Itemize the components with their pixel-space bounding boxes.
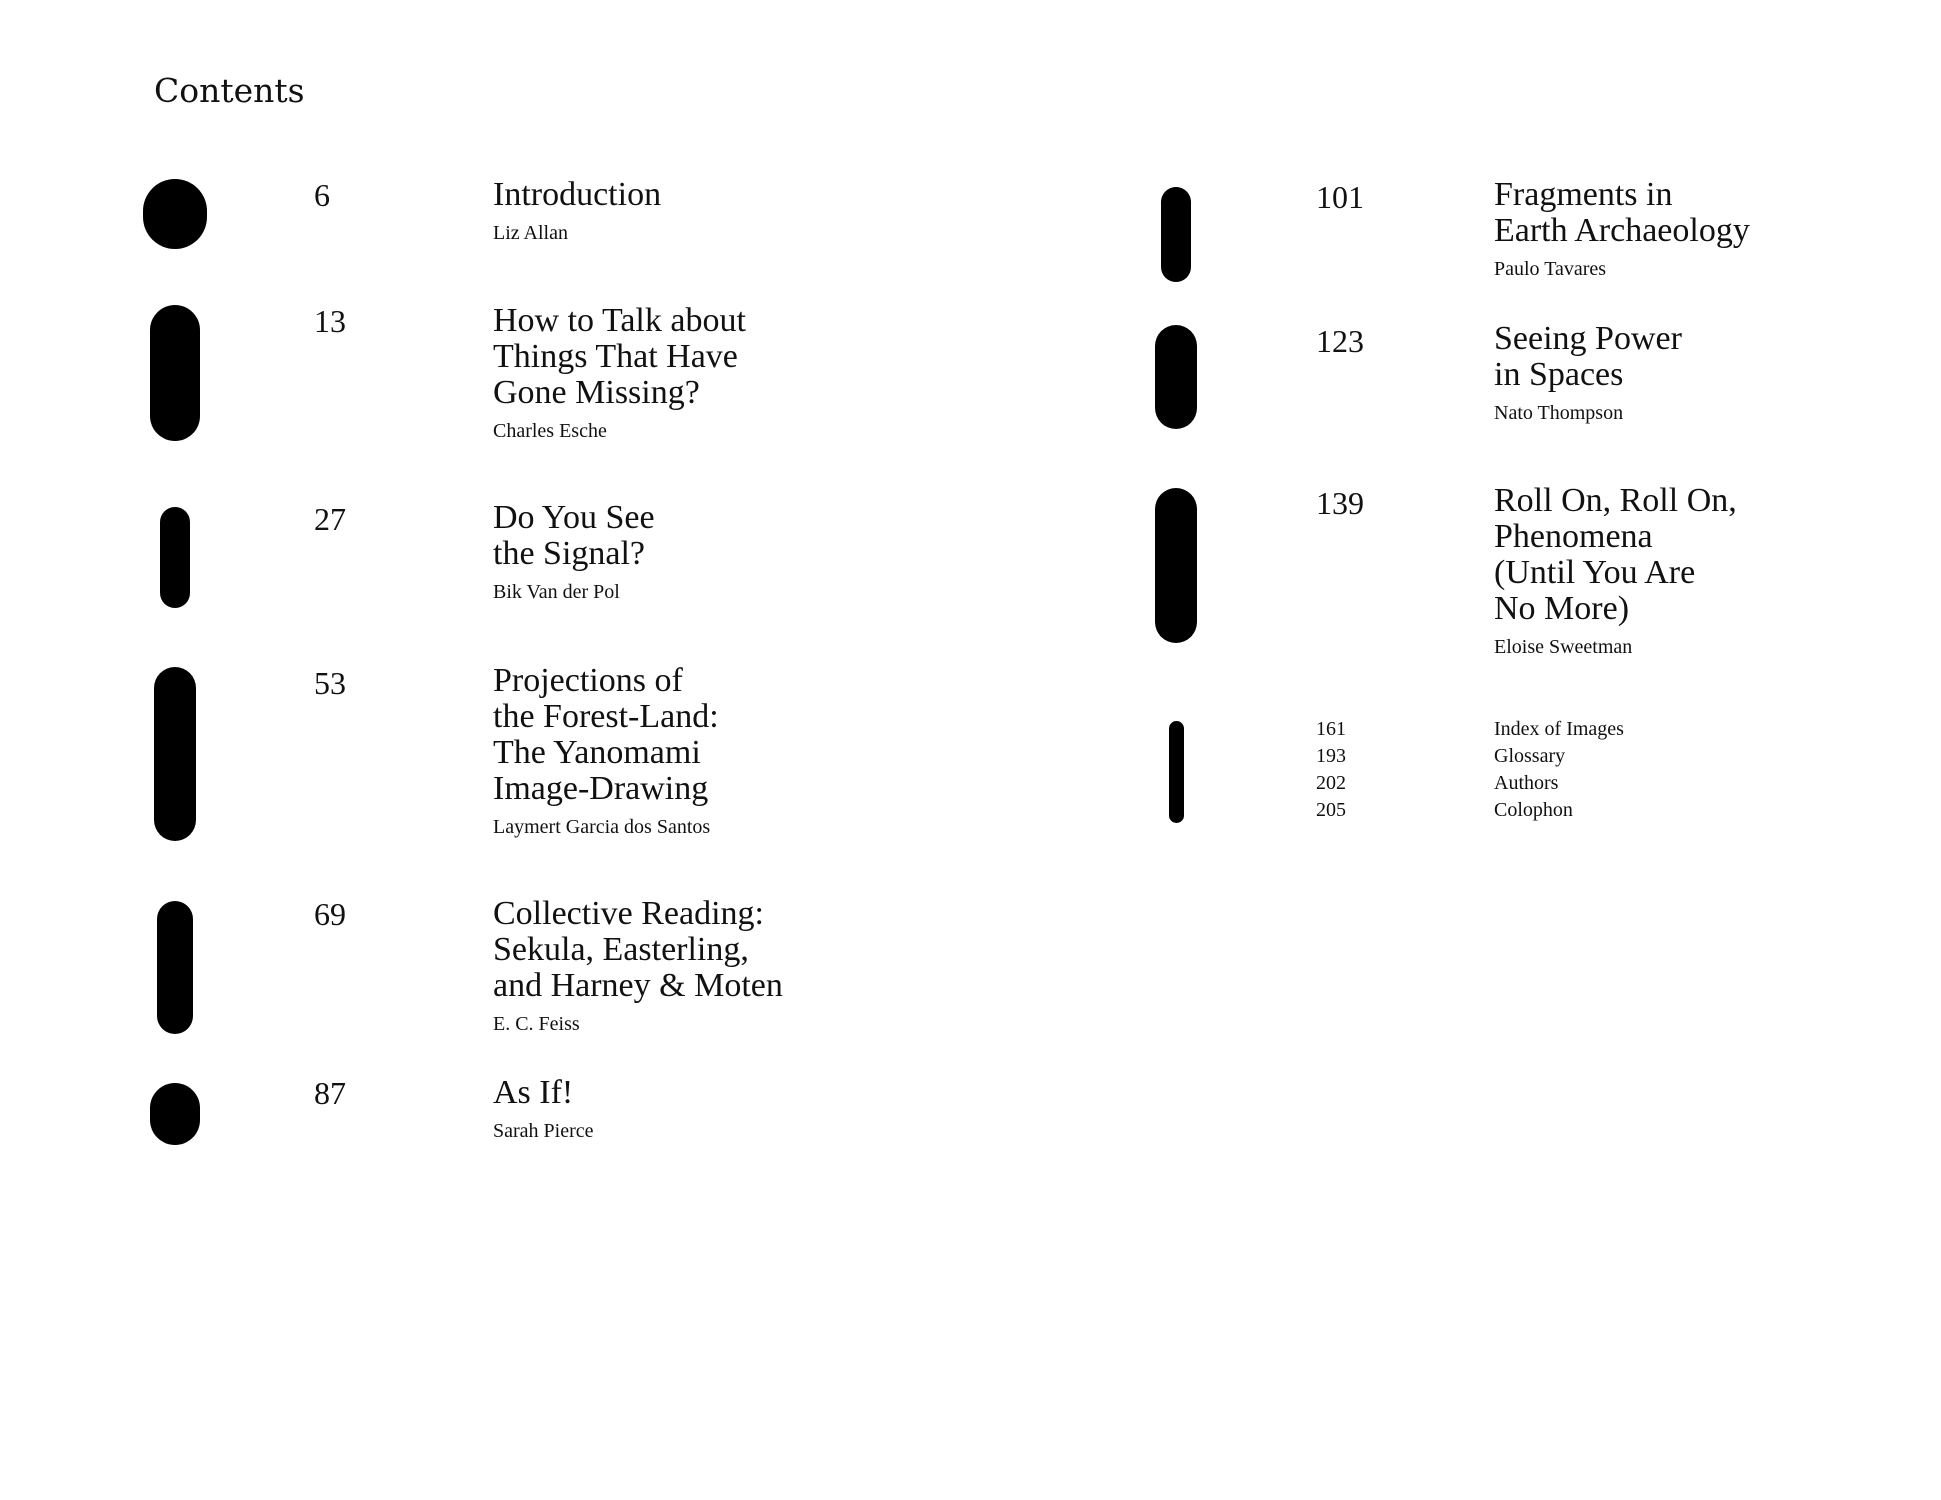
entry-author: Liz Allan xyxy=(493,222,568,244)
entry-title[interactable] xyxy=(493,500,655,604)
entry-title-text[interactable]: Do You See the Signal? xyxy=(493,499,655,572)
pill-marker-icon xyxy=(160,507,190,608)
thin-marker-icon xyxy=(1169,721,1184,823)
entry-title[interactable] xyxy=(493,896,783,1036)
entry-title[interactable] xyxy=(493,177,661,245)
entry-title-text[interactable]: Fragments in Earth Archaeology xyxy=(1494,176,1750,249)
entry-author: Sarah Pierce xyxy=(493,1120,594,1142)
pill-marker-icon xyxy=(1155,325,1197,429)
page-number: 6 xyxy=(314,177,330,213)
back-matter-link[interactable]: Authors xyxy=(1494,772,1559,794)
entry-title-text[interactable]: Seeing Power in Spaces xyxy=(1494,320,1682,393)
entry-title-text[interactable]: Projections of the Forest-Land: The Yanomami Image-Drawing xyxy=(493,662,719,807)
page-number: 69 xyxy=(314,896,346,932)
pill-marker-icon xyxy=(157,901,193,1034)
entry-author: Nato Thompson xyxy=(1494,402,1624,424)
page-number: 87 xyxy=(314,1075,346,1111)
entry-title-text[interactable]: As If! xyxy=(493,1074,574,1111)
back-matter-page: 205 xyxy=(1316,799,1346,821)
entry-title[interactable] xyxy=(493,303,746,443)
back-matter-page: 161 xyxy=(1316,718,1346,740)
entry-author: Laymert Garcia dos Santos xyxy=(493,816,711,838)
pill-marker-icon xyxy=(1161,187,1191,282)
entry-title[interactable] xyxy=(1494,177,1750,281)
page-number: 101 xyxy=(1316,179,1364,215)
back-matter-page: 202 xyxy=(1316,772,1346,794)
entry-title[interactable] xyxy=(493,663,719,839)
entry-title-text[interactable]: How to Talk about Things That Have Gone Missing? xyxy=(493,302,746,411)
round-marker-icon xyxy=(143,179,207,249)
entry-title-text[interactable]: Introduction xyxy=(493,176,662,213)
entry-title-text[interactable]: Roll On, Roll On, Phenomena (Until You Are No More) xyxy=(1494,482,1737,627)
back-matter-labels xyxy=(1494,716,1624,824)
page-title: Contents xyxy=(154,71,305,110)
entry-title[interactable] xyxy=(1494,321,1682,425)
entry-author: Bik Van der Pol xyxy=(493,581,620,603)
back-matter-page: 193 xyxy=(1316,745,1346,767)
page-number: 123 xyxy=(1316,323,1364,359)
entry-author: Eloise Sweetman xyxy=(1494,636,1633,658)
back-matter-link[interactable]: Colophon xyxy=(1494,799,1573,821)
back-matter-pages xyxy=(1316,716,1346,824)
page-number: 13 xyxy=(314,303,346,339)
entry-author: E. C. Feiss xyxy=(493,1013,580,1035)
entry-title-text[interactable]: Collective Reading: Sekula, Easterling, and Harney & Moten xyxy=(493,895,783,1004)
entry-title[interactable] xyxy=(493,1075,594,1143)
pill-marker-icon xyxy=(154,667,196,841)
entry-author: Charles Esche xyxy=(493,420,607,442)
round-marker-icon xyxy=(150,1083,200,1145)
page-number: 27 xyxy=(314,501,346,537)
page-number: 139 xyxy=(1316,485,1364,521)
pill-marker-icon xyxy=(1155,488,1197,643)
entry-title[interactable] xyxy=(1494,483,1737,659)
back-matter-link[interactable]: Glossary xyxy=(1494,745,1566,767)
page-number: 53 xyxy=(314,665,346,701)
entry-author: Paulo Tavares xyxy=(1494,258,1607,280)
pill-marker-icon xyxy=(150,305,200,441)
back-matter-link[interactable]: Index of Images xyxy=(1494,718,1624,740)
